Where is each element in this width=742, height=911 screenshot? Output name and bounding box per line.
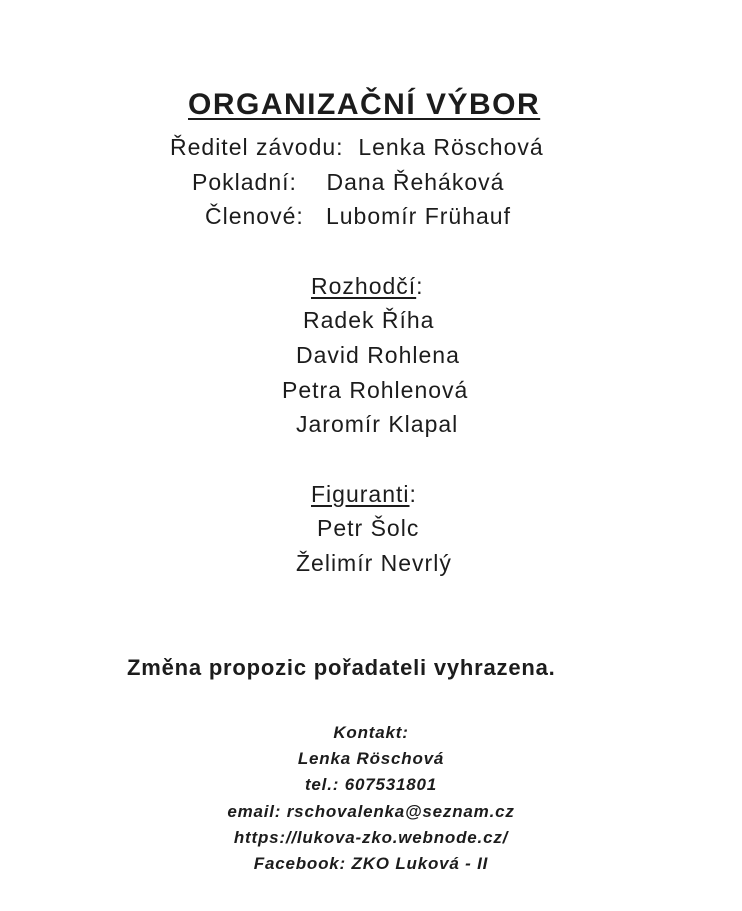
contact-email: email: rschovalenka@seznam.cz: [227, 802, 515, 821]
contact-label: Kontakt:: [333, 723, 409, 742]
director-label: Ředitel závodu:: [170, 134, 344, 160]
judges-label: Rozhodčí: [311, 273, 417, 299]
contact-facebook: Facebook: ZKO Luková - II: [253, 854, 489, 873]
director-row: [170, 134, 544, 161]
notice-text: Změna propozic pořadateli vyhrazena.: [127, 655, 556, 680]
figurants-heading: Figuranti:: [311, 481, 417, 507]
director-name: Lenka Röschová: [358, 134, 544, 160]
members-label: Členové:: [205, 203, 304, 229]
figurants-label: Figuranti: [311, 481, 410, 507]
committee-title: ORGANIZAČNÍ VÝBOR: [188, 88, 541, 121]
judge-name: Radek Říha: [303, 307, 435, 333]
treasurer-label: Pokladní:: [192, 169, 297, 195]
judge-name: Jaromír Klapal: [296, 411, 459, 437]
contact-phone: tel.: 607531801: [304, 775, 438, 794]
figurant-name: Petr Šolc: [317, 515, 420, 541]
judge-name: David Rohlena: [296, 342, 460, 368]
members-name: Lubomír Frühauf: [325, 203, 511, 229]
judge-name: Petra Rohlenová: [282, 377, 469, 403]
contact-name: Lenka Röschová: [297, 749, 445, 768]
treasurer-row: [192, 169, 504, 196]
contact-web-link: https://lukova-zko.webnode.cz/: [233, 828, 509, 847]
members-row: [205, 203, 511, 230]
treasurer-name: Dana Řeháková: [326, 169, 505, 195]
judges-heading: Rozhodčí:: [311, 273, 424, 299]
figurant-name: Želimír Nevrlý: [296, 550, 452, 576]
